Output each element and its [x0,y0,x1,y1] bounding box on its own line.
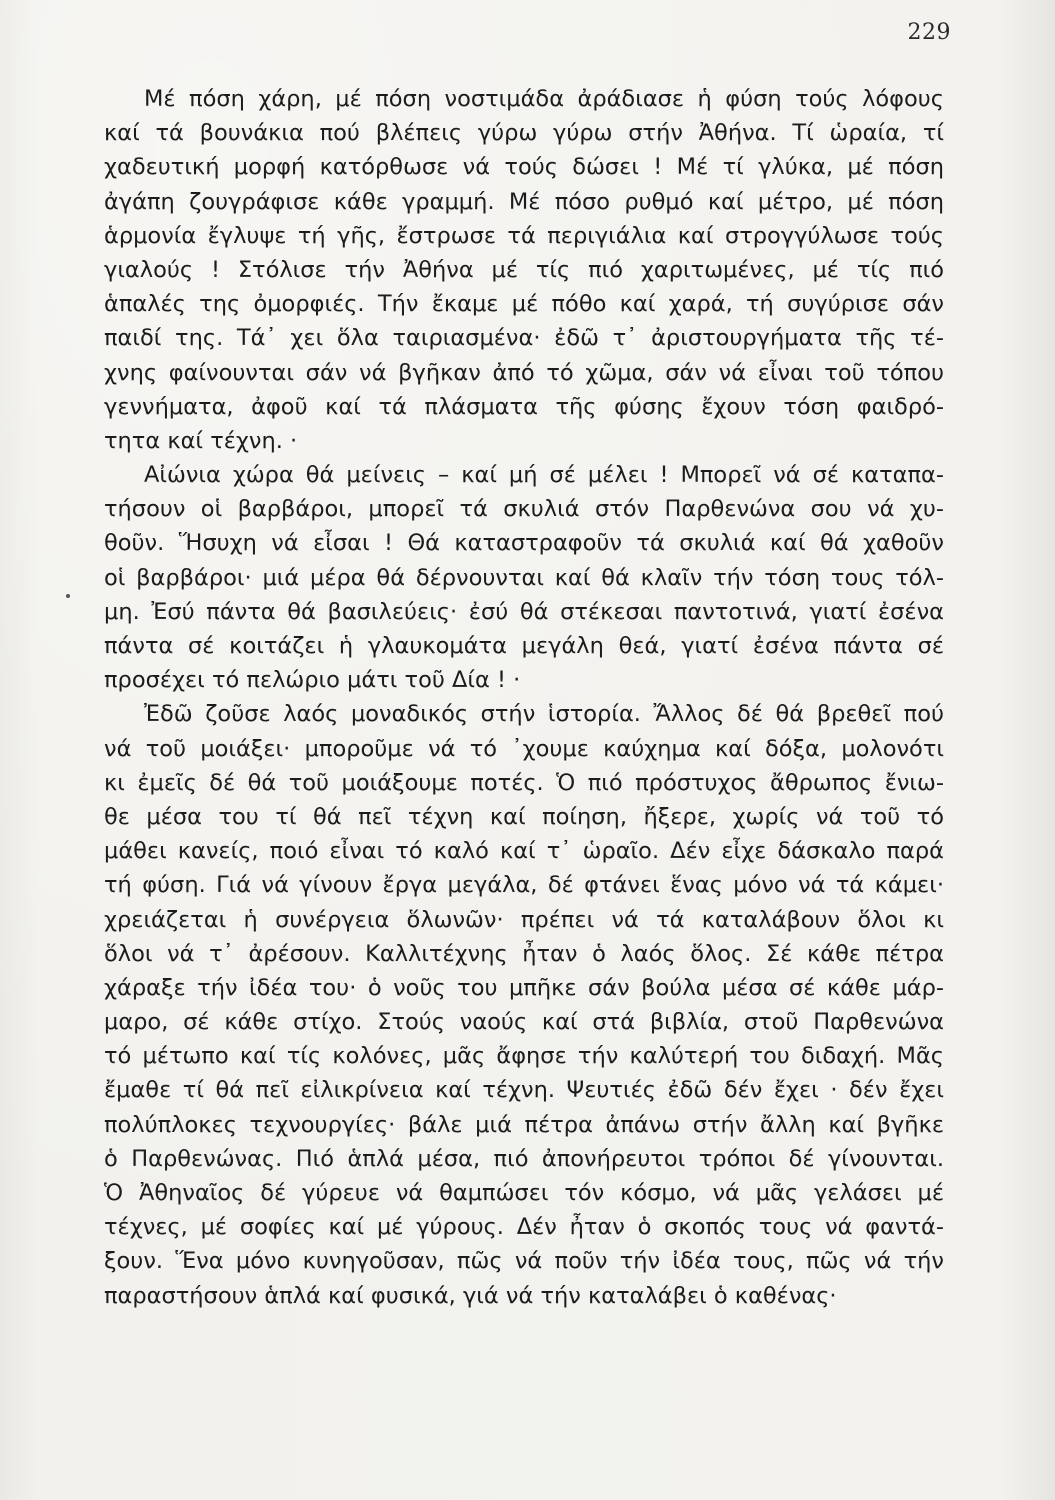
text-line: χνης φαίνουνται σάν νά βγῆκαν ἀπό τό χῶμα, σάν νά εἶναι τοῦ τόπου [104,359,944,386]
text-line: ἁπαλές της ὀμορφιές. Τήν ἔκαμε μέ πόθο καί χαρά, τή συγύρισε σάν [104,291,944,318]
page-number: 229 [907,20,951,45]
text-line: χάραξε τήν ἰδέα του· ὁ νοῦς του μπῆκε σάν βούλα μέσα σέ κάθε μάρ- [104,974,944,1001]
text-line: ὁ Παρθενώνας. Πιό ἁπλά μέσα, πιό ἀπονήρευτοι τρόποι δέ γίνουνται. [104,1145,944,1172]
text-line: μη. Ἐσύ πάντα θά βασιλεύεις· ἐσύ θά στέκεσαι παντοτινά, γιατί ἐσένα [104,598,944,625]
text-line: μαρο, σέ κάθε στίχο. Στούς ναούς καί στά βιβλία, στοῦ Παρθενώνα [104,1009,944,1036]
text-line: Ἐδῶ ζοῦσε λαός μοναδικός στήν ἱστορία. Ἄλλος δέ θά βρεθεῖ πού [144,701,944,728]
text-line: ξουν. Ἕνα μόνο κυνηγοῦσαν, πῶς νά ποῦν τήν ἰδέα τους, πῶς νά τήν [104,1248,944,1275]
text-line: Αἰώνια χώρα θά μείνεις – καί μή σέ μέλει ! Μπορεῖ νά σέ καταπα- [144,462,944,489]
text-line: ἔμαθε τί θά πεῖ εἰλικρίνεια καί τέχνη. Ψευτιές ἐδῶ δέν ἔχει · δέν ἔχει [104,1077,944,1104]
text-line: προσέχει τό πελώριο μάτι τοῦ Δία ! · [104,667,521,694]
text-line: γεννήματα, ἀφοῦ καί τά πλάσματα τῆς φύσης ἔχουν τόση φαιδρό- [104,393,944,420]
text-line: χαδευτική μορφή κατόρθωσε νά τούς δώσει ! Μέ τί γλύκα, μέ πόση [104,154,944,181]
text-line: Ὁ Ἀθηναῖος δέ γύρευε νά θαμπώσει τόν κόσμο, νά μᾶς γελάσει μέ [104,1180,944,1206]
text-line: θοῦν. Ἥσυχη νά εἶσαι ! Θά καταστραφοῦν τά σκυλιά καί θά χαθοῦν [104,530,944,557]
text-line: πολύπλοκες τεχνουργίες· βάλε μιά πέτρα ἀπάνω στήν ἄλλη καί βγῆκε [104,1111,944,1138]
body-text [104,82,944,1313]
text-line: γιαλούς ! Στόλισε τήν Ἀθήνα μέ τίς πιό χαριτωμένες, μέ τίς πιό [104,256,944,283]
text-line: ἀγάπη ζουγράφισε κάθε γραμμή. Μέ πόσο ρυθμό καί μέτρο, μέ πόση [104,188,944,215]
text-line: χρειάζεται ἡ συνέργεια ὅλωνῶν· πρέπει νά τά καταλάβουν ὅλοι κι [104,906,944,933]
paragraph-1 [104,82,944,458]
text-line: τή φύση. Γιά νά γίνουν ἔργα μεγάλα, δέ φτάνει ἕνας μόνο νά τά κάμει· [104,872,944,899]
text-line: Μέ πόση χάρη, μέ πόση νοστιμάδα ἀράδιασε ἡ φύση τούς λόφους [144,86,944,112]
text-line: ἁρμονία ἔγλυψε τή γῆς, ἔστρωσε τά περιγιάλια καί στρογγύλωσε τούς [104,222,944,249]
text-line: καί τά βουνάκια πού βλέπεις γύρω γύρω στήν Ἀθήνα. Τί ὡραία, τί [104,120,944,147]
paragraph-3 [104,697,944,1312]
paragraph-2 [104,458,944,697]
text-line: πάντα σέ κοιτάζει ἡ γλαυκομάτα μεγάλη θεά, γιατί ἐσένα πάντα σέ [104,633,944,659]
text-line: τήσουν οἱ βαρβάροι, μπορεῖ τά σκυλιά στόν Παρθενώνα σου νά χυ- [104,496,944,523]
text-line: τέχνες, μέ σοφίες καί μέ γύρους. Δέν ἦταν ὁ σκοπός τους νά φαντά- [104,1214,944,1241]
text-line: κι ἐμεῖς δέ θά τοῦ μοιάξουμε ποτές. Ὁ πιό πρόστυχος ἄθρωπος ἔνιω- [104,769,944,796]
text-line: παιδί της. Τά᾽ χει ὅλα ταιριασμένα· ἐδῶ τ᾽ ἀριστουργήματα τῆς τέ- [104,325,944,352]
text-line: τό μέτωπο καί τίς κολόνες, μᾶς ἄφησε τήν καλύτερή του διδαχή. Μᾶς [104,1043,944,1070]
text-line: νά τοῦ μοιάξει· μποροῦμε νά τό ᾽χουμε καύχημα καί δόξα, μολονότι [104,735,944,762]
text-line: οἱ βαρβάροι· μιά μέρα θά δέρνουνται καί θά κλαῖν τήν τόση τους τόλ- [104,564,944,591]
text-line: παραστήσουν ἁπλά καί φυσικά, γιά νά τήν καταλάβει ὁ καθένας· [104,1282,837,1309]
stray-ink-mark [66,594,70,598]
text-line: ὅλοι νά τ᾽ ἀρέσουν. Καλλιτέχνης ἦταν ὁ λαός ὅλος. Σέ κάθε πέτρα [104,940,944,967]
text-line: τητα καί τέχνη. · [104,427,298,454]
text-line: μάθει κανείς, ποιό εἶναι τό καλό καί τ᾽ ὡραῖο. Δέν εἶχε δάσκαλο παρά [104,838,944,865]
text-line: θε μέσα του τί θά πεῖ τέχνη καί ποίηση, ἤξερε, χωρίς νά τοῦ τό [104,803,944,830]
